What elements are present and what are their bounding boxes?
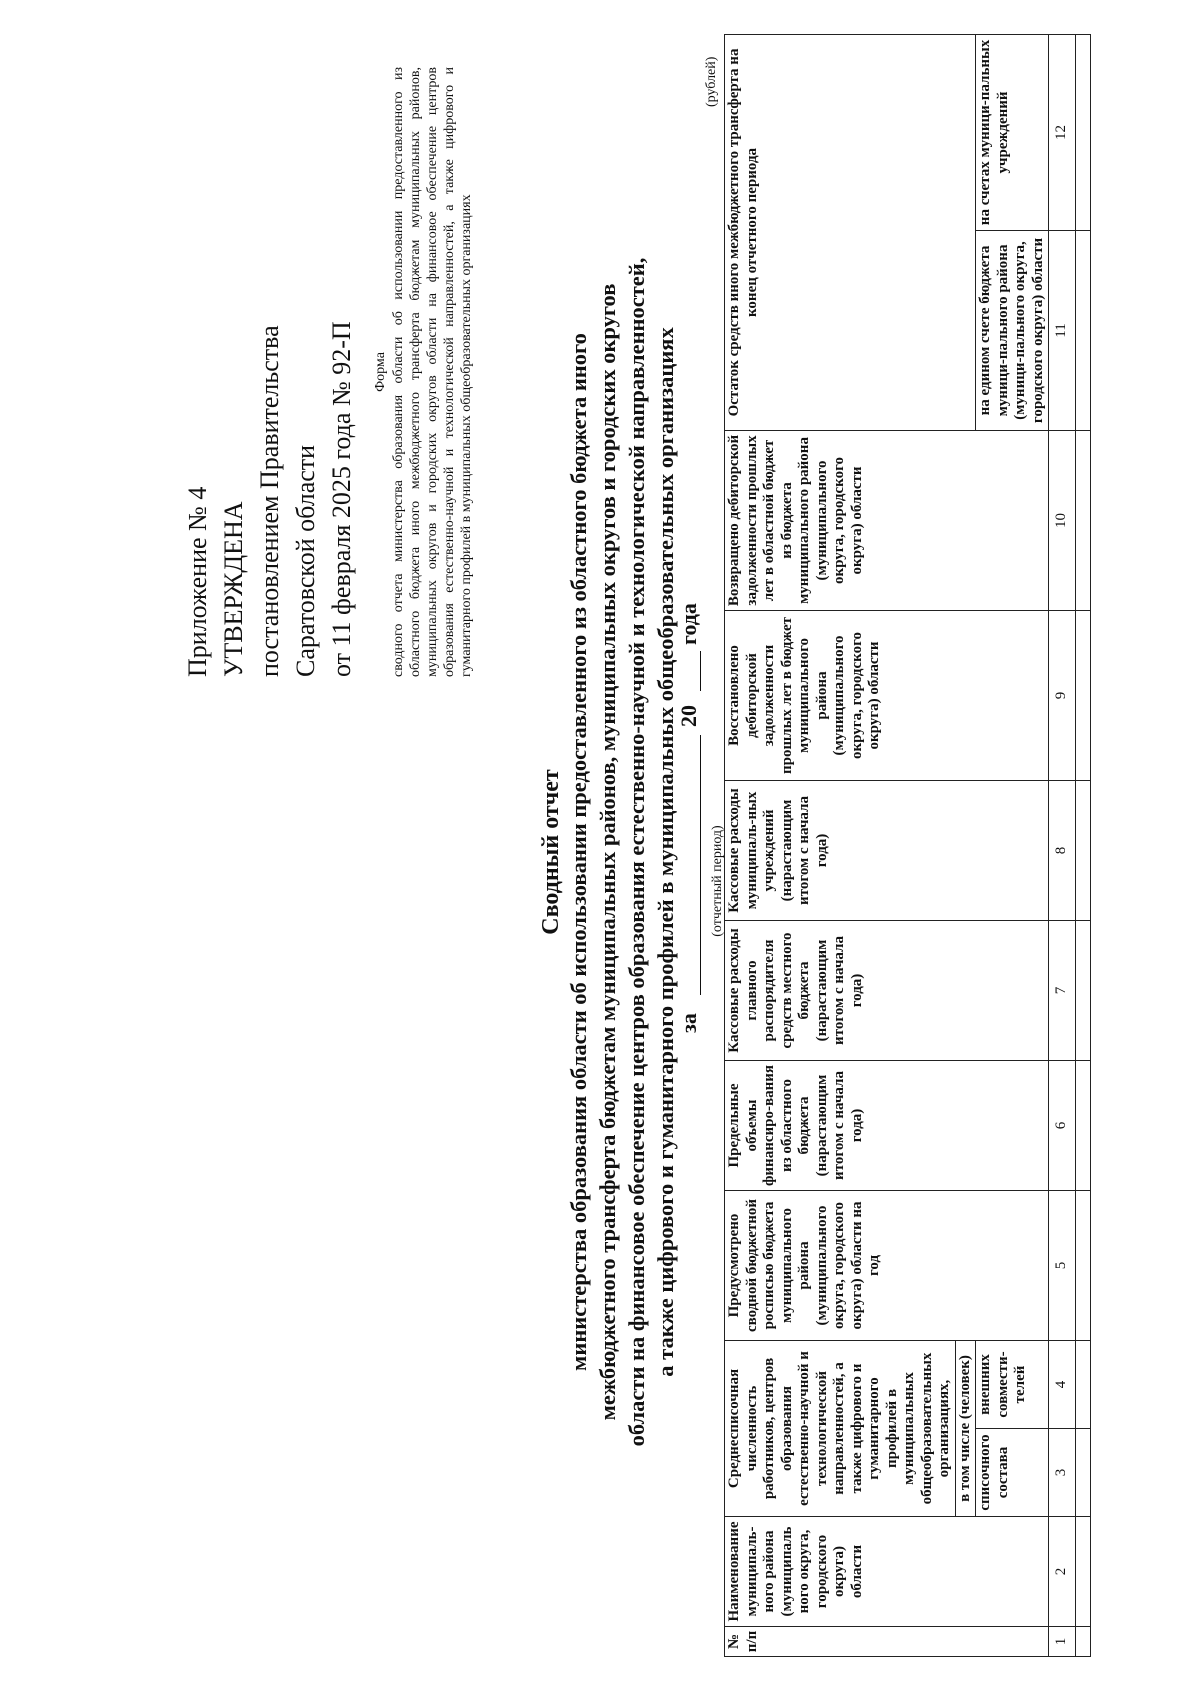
empty-cell: [1076, 230, 1091, 430]
header-cell-11-12: Остаток средств иного межбюджетного трансферта на конец отчетного периода: [725, 34, 976, 430]
approved-label: УТВЕРЖДЕНА: [219, 501, 248, 677]
header-cell-3: списочного состава: [976, 1429, 1049, 1517]
empty-cell: [1076, 920, 1091, 1060]
annex-label: Приложение № 4: [183, 486, 212, 677]
column-number: 1: [1049, 1627, 1076, 1657]
column-number: 11: [1049, 230, 1076, 430]
header-cell-3-4-sub: в том числе (человек): [955, 1340, 976, 1516]
period-prefix: за: [676, 1013, 701, 1033]
report-title-line-5: а также цифрового и гуманитарного профилей в муниципальных общеобразовательных организациях: [653, 327, 678, 1377]
column-number: 12: [1049, 34, 1076, 230]
column-number-row: [1049, 34, 1076, 1656]
header-cell-4: внешних совмести-телей: [976, 1340, 1049, 1428]
empty-cell: [1076, 1340, 1091, 1428]
header-cell-9: Восстановлено дебиторской задолженности прошлых лет в бюджет муниципального района (муниципального округа, городского округа) области: [725, 610, 1049, 780]
column-number: 2: [1049, 1517, 1076, 1627]
header-cell-7: Кассовые расходы главного распорядителя средств местного бюджета (нарастающим итогом с начала года): [725, 920, 1049, 1060]
report-table: [724, 34, 1091, 1657]
empty-cell: [1076, 1190, 1091, 1340]
report-title: [538, 157, 680, 1547]
header-cell-3-4: Среднесписочная численность работников, центров образования естественно-научной и технологической направленностей, а также цифрового и гуманитарного профилей в муниципальных общеобразовательных организациях,: [725, 1340, 956, 1516]
period-caption: (отчетный период): [710, 825, 725, 937]
column-number: 3: [1049, 1429, 1076, 1517]
column-number: 7: [1049, 920, 1076, 1060]
header-cell-11: на едином счете бюджета муници-пального района (муници-пального округа, городского округа) области: [976, 230, 1049, 430]
approval-block: [180, 77, 360, 677]
form-note: [372, 67, 475, 677]
empty-cell: [1076, 1060, 1091, 1190]
period-blank-field: [700, 735, 701, 995]
column-number: 5: [1049, 1190, 1076, 1340]
table-empty-row: [1076, 34, 1091, 1656]
empty-cell: [1076, 780, 1091, 920]
header-cell-12: на счетах муници-пальных учреждений: [976, 34, 1049, 230]
report-title-line-1: Сводный отчет: [538, 769, 564, 935]
form-text: сводного отчета министерства образования области об использовании предоставленного из областного бюджета иного межбюджетного трансферта бюджетам муниципальных районов, муниципальных округов и городских округов области на финансовое обеспечение центров образования естественно-научной и технологической направленностей, а также цифрового и гуманитарного профилей в муниципальных общеобразовательных организациях: [391, 67, 474, 677]
column-number: 10: [1049, 430, 1076, 610]
empty-cell: [1076, 1429, 1091, 1517]
report-title-line-4: области на финансовое обеспечение центров образования естественно-научной и технологической направленностей,: [624, 257, 649, 1447]
empty-cell: [1076, 430, 1091, 610]
form-heading: Форма: [373, 352, 388, 392]
header-cell-10: Возвращено дебиторской задолженности прошлых лет в областной бюджет из бюджета муниципального района (муниципального округа, городского округа) области: [725, 430, 1049, 610]
report-title-line-3: межбюджетного трансферта бюджетам муниципальных районов, муниципальных округов и городских округов: [595, 283, 620, 1421]
table-header-row: [725, 34, 956, 1656]
reporting-period: [676, 577, 710, 1137]
header-cell-1: № п/п: [725, 1627, 1049, 1657]
empty-cell: [1076, 34, 1091, 230]
period-suffix: года: [676, 603, 701, 645]
header-cell-2: Наименование муниципаль-ного района (муниципаль ного округа, городского округа) области: [725, 1517, 1049, 1627]
column-number: 8: [1049, 780, 1076, 920]
period-year-prefix: 20: [676, 705, 701, 727]
approved-region: Саратовской области: [291, 444, 320, 677]
approved-date: от 11 февраля 2025 года № 92-П: [327, 321, 356, 677]
header-cell-5: Предусмотрено сводной бюджетной росписью бюджета муниципального района (муниципального округа, городского округа) области на год: [725, 1190, 1049, 1340]
empty-cell: [1076, 610, 1091, 780]
empty-cell: [1076, 1517, 1091, 1627]
unit-label: (рублей): [704, 56, 719, 107]
column-number: 4: [1049, 1340, 1076, 1428]
header-cell-8: Кассовые расходы муниципаль-ных учреждений (нарастающим итогом с начала года): [725, 780, 1049, 920]
period-year-blank: [700, 651, 701, 691]
column-number: 9: [1049, 610, 1076, 780]
report-title-line-2: министерства образования области об использовании предоставленного из областного бюджета иного: [566, 333, 591, 1371]
approved-by: постановлением Правительства: [255, 325, 284, 677]
empty-cell: [1076, 1627, 1091, 1657]
header-cell-6: Предельные объемы финансиро-вания из областного бюджета (нарастающим итогом с начала года): [725, 1060, 1049, 1190]
column-number: 6: [1049, 1060, 1076, 1190]
